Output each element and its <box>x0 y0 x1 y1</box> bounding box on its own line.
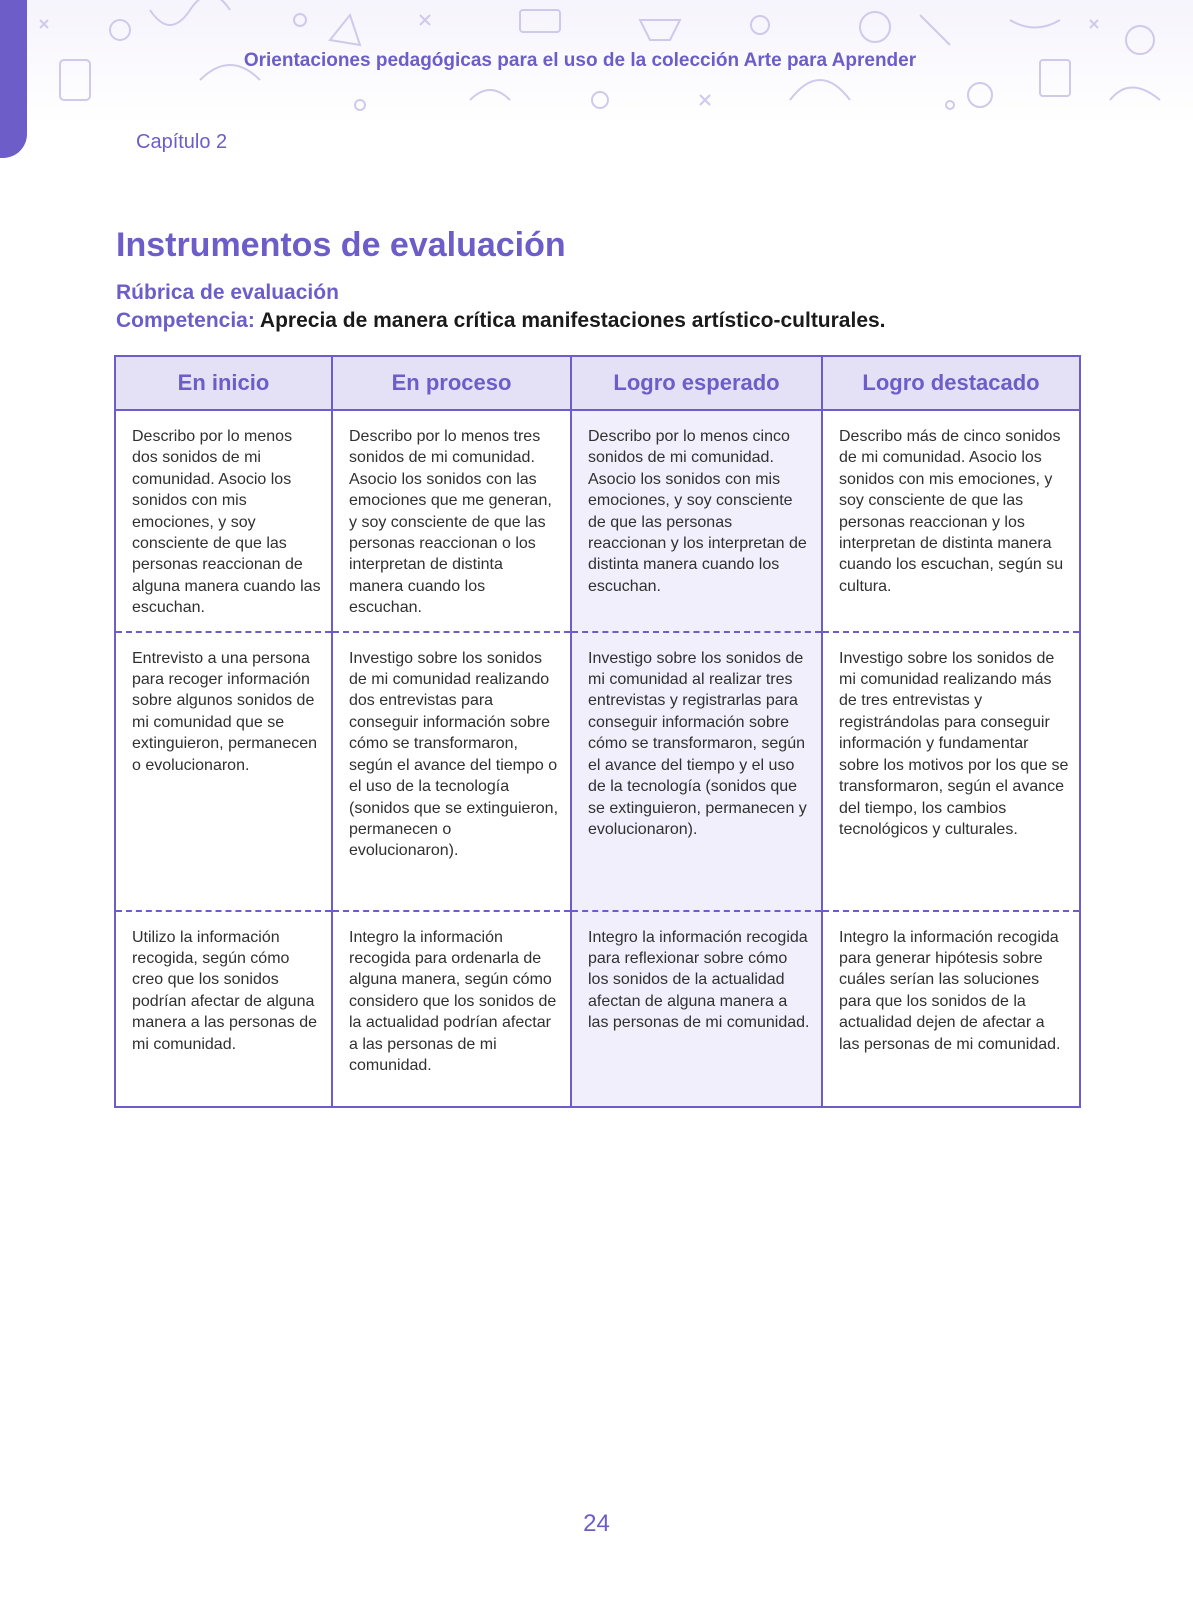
competence-text: Aprecia de manera crítica manifestaciones artístico-culturales. <box>259 309 886 332</box>
rubric-cell: Integro la información recogida para reflexionar sobre cómo los sonidos de la actualidad afectan de alguna manera a las personas de mi comunidad. <box>571 911 822 1107</box>
rubric-cell: Utilizo la información recogida, según cómo creo que los sonidos podrían afectar de alguna manera a las personas de mi comunidad. <box>115 911 332 1107</box>
rubric-cell: Describo por lo menos dos sonidos de mi comunidad. Asocio los sonidos con mis emociones, y soy consciente de que las personas reaccionan de alguna manera cuando las escuchan. <box>115 410 332 632</box>
chapter-label: Capítulo 2 <box>136 131 228 153</box>
rubric-header-logro-destacado: Logro destacado <box>822 356 1080 410</box>
rubric-cell: Integro la información recogida para ordenarla de alguna manera, según cómo considero que los sonidos de la actualidad podrían afectar a las personas de mi comunidad. <box>332 911 571 1107</box>
chapter-side-tab <box>0 0 27 158</box>
rubric-header-row <box>115 356 1080 410</box>
competence-label: Competencia: <box>116 309 255 332</box>
rubric-row <box>115 632 1080 911</box>
running-header: Orientaciones pedagógicas para el uso de la colección Arte para Aprender <box>243 50 917 71</box>
rubric-cell: Describo más de cinco sonidos de mi comunidad. Asocio los sonidos con mis emociones, y soy consciente de que las personas reaccionan y los interpretan de distinta manera cuando los escuchan, según su cultura. <box>822 410 1080 632</box>
rubric-cell: Investigo sobre los sonidos de mi comunidad realizando dos entrevistas para conseguir información sobre cómo se transformaron, según el avance del tiempo o el uso de la tecnología (sonidos que se extinguieron, permanecen o evolucionaron). <box>332 632 571 911</box>
page-title: Instrumentos de evaluación <box>116 226 566 264</box>
rubric-row <box>115 410 1080 632</box>
rubric-cell: Investigo sobre los sonidos de mi comunidad realizando más de tres entrevistas y registrándolas para conseguir información y fundamentar sobre los motivos por los que se transformaron, según el avance del tiempo, los cambios tecnológicos y culturales. <box>822 632 1080 911</box>
rubric-table <box>114 355 1081 1108</box>
page-number: 24 <box>583 1510 610 1537</box>
rubric-cell: Entrevisto a una persona para recoger información sobre algunos sonidos de mi comunidad que se extinguieron, permanecen o evolucionaron. <box>115 632 332 911</box>
rubric-row <box>115 911 1080 1107</box>
rubric-header-en-proceso: En proceso <box>332 356 571 410</box>
rubric-cell: Integro la información recogida para generar hipótesis sobre cuáles serían las soluciones para que los sonidos de la actualidad dejen de afectar a las personas de mi comunidad. <box>822 911 1080 1107</box>
rubric-cell: Describo por lo menos cinco sonidos de mi comunidad. Asocio los sonidos con mis emociones, y soy consciente de que las personas reaccionan y los interpretan de distinta manera cuando los escuchan. <box>571 410 822 632</box>
competence-statement <box>116 309 886 333</box>
section-subtitle: Rúbrica de evaluación <box>116 281 339 304</box>
rubric-cell: Investigo sobre los sonidos de mi comunidad al realizar tres entrevistas y registrarlas para conseguir información sobre cómo se transformaron, según el avance del tiempo y el uso de la tecnología (sonidos que se extinguieron, permanecen y evolucionaron). <box>571 632 822 911</box>
rubric-cell: Describo por lo menos tres sonidos de mi comunidad. Asocio los sonidos con las emociones que me generan, y soy consciente de que las personas reaccionan o los interpretan de distinta manera cuando los escuchan. <box>332 410 571 632</box>
rubric-header-logro-esperado: Logro esperado <box>571 356 822 410</box>
rubric-header-en-inicio: En inicio <box>115 356 332 410</box>
